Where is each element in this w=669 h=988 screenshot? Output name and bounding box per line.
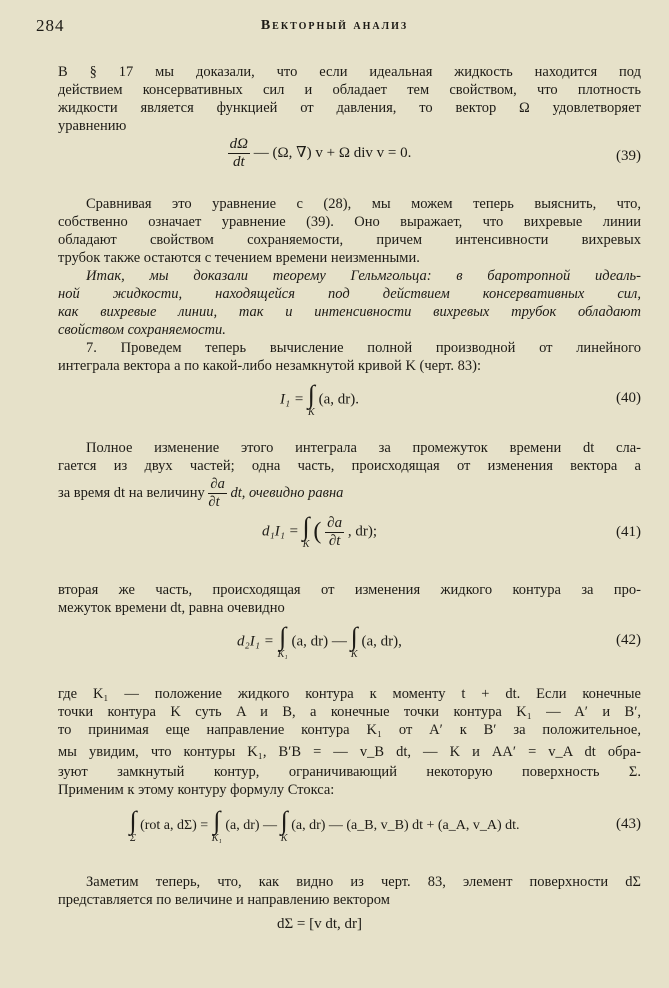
integral-sign: ∫ K — [350, 622, 358, 660]
paragraph-line: мы увидим, что контуры K₁, B′B = — v_B dt, — K и AA′ = v_A dt обра- — [58, 744, 641, 760]
paragraph-line: Сравнивая это уравнение с (28), мы можем теперь выяснить, что, — [86, 196, 641, 212]
integral-sign: ∫ K — [302, 512, 310, 550]
equation-text: (a, dr), — [361, 633, 402, 650]
paragraph-line: 7. Проведем теперь вычисление полной производной от линейного — [86, 340, 641, 356]
paragraph-line: жидкости является функцией от давления, то вектор Ω удовлетворяет — [58, 100, 641, 116]
paragraph-line: интеграла вектора a по какой-либо незамкнутой кривой K (черт. 83): — [58, 358, 482, 374]
equation-39 — [58, 136, 641, 180]
equation-number: (42) — [616, 632, 641, 648]
paragraph-line: собственно означает уравнение (39). Оно выражает, что вихревые линии — [58, 214, 641, 230]
paragraph-line: зуют замкнутый контур, ограничивающий некоторую поверхность Σ. — [58, 764, 641, 780]
equation-41: d₁I₁ = ∫ K ( $\frac{\partial a}{\partial t}$ , dr); (41) — [261, 512, 641, 550]
paragraph-line: обладают свойством сохраняемости, причем интенсивности вихревых — [58, 232, 641, 248]
fraction: $\frac{\partial a}{\partial t}$ — [208, 476, 225, 510]
equation-number: (43) — [616, 816, 641, 832]
equation-number: (39) — [616, 148, 641, 164]
fraction: $\frac{d\Omega}{dt}$ — [229, 136, 248, 170]
paragraph-line: точки контура K суть A и B, а конечные точки контура K₁ — A′ и B′, — [58, 704, 641, 720]
paragraph-line: гается из двух частей; одна часть, происходящая от изменения вектора a — [58, 458, 641, 474]
equation-43 — [58, 808, 641, 858]
equation-text: d₁I₁ = — [261, 523, 303, 540]
equation-d-sigma — [58, 916, 641, 940]
integral-sign: ∫ K — [307, 380, 315, 418]
paragraph-line: межуток времени dt, равна очевидно — [58, 600, 285, 616]
paragraph-line: где K₁ — положение жидкого контура к моменту t + dt. Если конечные — [58, 686, 641, 702]
paragraph-line: действием консервативных сил и обладает тем свойством, что плотность — [58, 82, 641, 98]
paragraph-line: В § 17 мы доказали, что если идеальная жидкость находится под — [58, 64, 641, 80]
paragraph-line: за время dt на величину $\frac{\partial a}{\partial t}$ dt, очевидно равна — [58, 476, 344, 510]
equation-text: (rot a, dΣ) = — [140, 818, 212, 834]
equation-text: (a, dr) — — [291, 633, 351, 650]
theorem-line: свойством сохраняемости. — [58, 322, 226, 338]
page-header — [36, 16, 633, 40]
equation-text: (a, dr). — [318, 391, 360, 408]
paragraph-line: Полное изменение этого интеграла за промежуток времени dt сла- — [86, 440, 641, 456]
paragraph-line: трубок также остаются с течением времени неизменными. — [58, 250, 420, 266]
integral-sign: ∫ Σ — [129, 806, 137, 844]
equation-text: (a, dr) — — [225, 818, 281, 834]
equation-40 — [58, 382, 641, 426]
equation-text: I₁ = — [279, 391, 308, 408]
theorem-line: Итак, мы доказали теорему Гельмгольца: в баротропной идеаль- — [86, 268, 641, 284]
theorem-line: ной жидкости, находящейся под действием консервативных сил, — [58, 286, 641, 302]
paragraph-line: Заметим теперь, что, как видно из черт. 83, элемент поверхности dΣ — [86, 874, 641, 890]
equation-number: (41) — [616, 524, 641, 540]
paragraph-line: уравнению — [58, 118, 127, 134]
equation-number: (40) — [616, 390, 641, 406]
running-title: Векторный анализ — [260, 18, 409, 33]
fraction: $\frac{\partial a}{\partial t}$ — [327, 514, 343, 549]
equation-text: , dr); — [347, 523, 377, 540]
equation-text: — (Ω, ∇) v + Ω div v = 0. — [253, 144, 412, 161]
equation-text: d₂I₁ = — [237, 633, 278, 650]
page-number: 284 — [36, 16, 65, 35]
equation-text: dΣ = [v dt, dr] — [276, 916, 363, 932]
theorem-line: как вихревые линии, так и интенсивности вихревых трубок обладают — [58, 304, 641, 320]
integral-sign: ∫ K — [280, 806, 288, 844]
equation-42 — [58, 624, 641, 672]
paragraph-line: вторая же часть, происходящая от изменения жидкого контура за про- — [58, 582, 641, 598]
integral-sign: ∫ K₁ — [211, 806, 222, 844]
paragraph-line: представляется по величине и направлению вектором — [58, 892, 390, 908]
paragraph-line: то принимая еще направление контура K₁ от A′ к B′ за положительное, — [58, 722, 641, 738]
paragraph-line: Применим к этому контуру формулу Стокса: — [58, 782, 335, 798]
equation-text: (a, dr) — (a_B, v_B) dt + (a_A, v_A) dt. — [291, 818, 520, 834]
integral-sign: ∫ K₁ — [277, 622, 288, 660]
